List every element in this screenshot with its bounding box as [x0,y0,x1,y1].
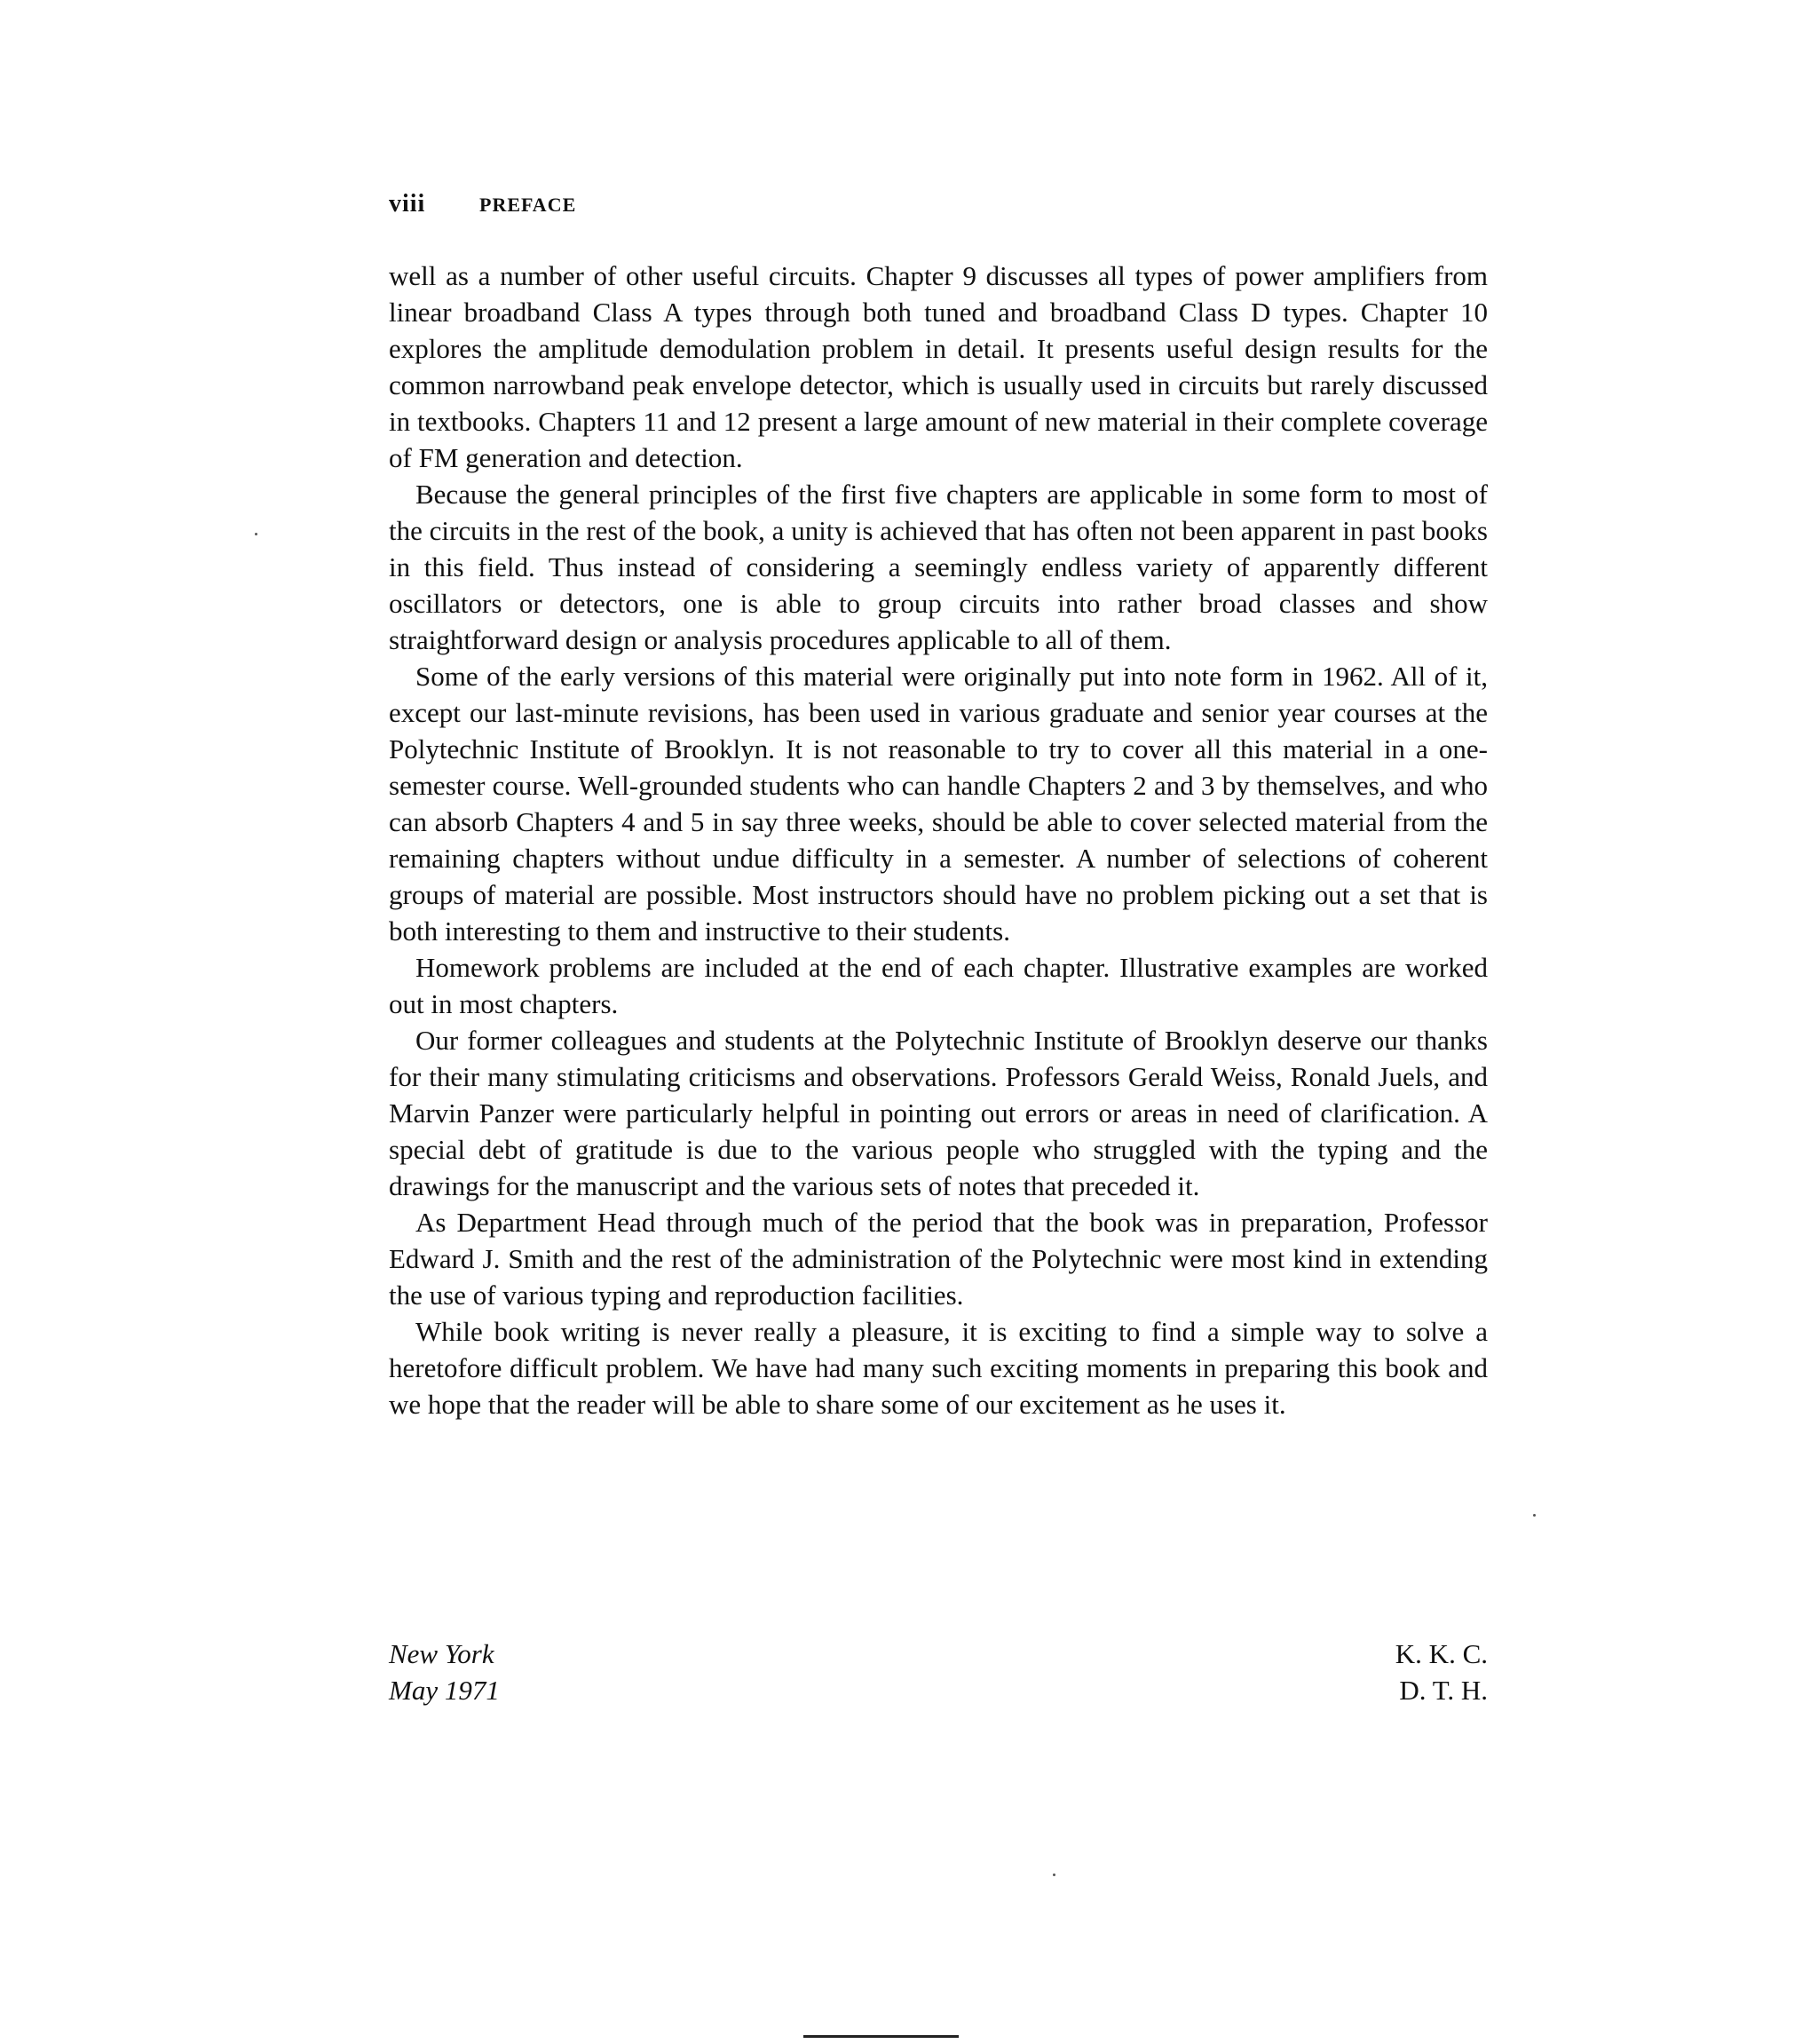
running-head: PREFACE [479,194,577,216]
paragraph-1: well as a number of other useful circuits. Chapter 9 discusses all types of power amplifiers from linear broadband Class A types through both tuned and broadband Class D types. Chapter 10 explores the amplitude demodulation problem in detail. It presents useful design results for the common narrowband peak envelope detector, which is usually used in circuits but rarely discussed in textbooks. Chapters 11 and 12 present a large amount of new material in their complete coverage of FM generation and detection. [389,260,1488,473]
page-header [389,190,576,218]
scan-edge-mark [803,2035,959,2038]
paragraph-4: Homework problems are included at the end of each chapter. Illustrative examples are worked out in most chapters. [389,952,1488,1019]
place-date [389,1636,500,1708]
signoff-date: May 1971 [389,1675,500,1706]
preface-body [389,257,1488,1422]
signoff [389,1636,1488,1708]
page-number: viii [389,190,426,218]
scan-speck [1533,1514,1536,1517]
paragraph-5: Our former colleagues and students at the Polytechnic Institute of Brooklyn deserve our thanks for their many stimulating criticisms and observations. Professors Gerald Weiss, Ronald Juels, and Marvin Panzer were particularly helpful in pointing out errors or areas in need of clarification. A special debt of gratitude is due to the various people who struggled with the typing and the drawings for the manuscript and the various sets of notes that preceded it. [389,1025,1488,1201]
author-initials-2: D. T. H. [1399,1675,1488,1706]
paragraph-2: Because the general principles of the first five chapters are applicable in some form to most of the circuits in the rest of the book, a unity is achieved that has often not been apparent in past books in this field. Thus instead of considering a seemingly endless variety of apparently different oscillators or detectors, one is able to group circuits into rather broad classes and show straightforward design or analysis procedures applicable to all of them. [389,479,1488,655]
author-initials [1395,1636,1488,1708]
author-initials-1: K. K. C. [1395,1638,1488,1669]
paragraph-7: While book writing is never really a pleasure, it is exciting to find a simple way to solve a heretofore difficult problem. We have had many such exciting moments in preparing this book and we hope that the reader will be able to share some of our excitement as he uses it. [389,1316,1488,1420]
scan-speck [255,533,257,535]
signoff-place: New York [389,1638,494,1669]
paragraph-6: As Department Head through much of the period that the book was in preparation, Professor Edward J. Smith and the rest of the administration of the Polytechnic were most kind in extending the use of various typing and reproduction facilities. [389,1207,1488,1311]
paragraph-3: Some of the early versions of this material were originally put into note form in 1962. All of it, except our last-minute revisions, has been used in various graduate and senior year courses at the Polytechnic Institute of Brooklyn. It is not reasonable to try to cover all this material in a one-semester course. Well-grounded students who can handle Chapters 2 and 3 by themselves, and who can absorb Chapters 4 and 5 in say three weeks, should be able to cover selected material from the remaining chapters without undue difficulty in a semester. A number of selections of coherent groups of material are possible. Most instructors should have no problem picking out a set that is both interesting to them and instructive to their students. [389,661,1488,947]
scan-speck [1053,1874,1055,1876]
